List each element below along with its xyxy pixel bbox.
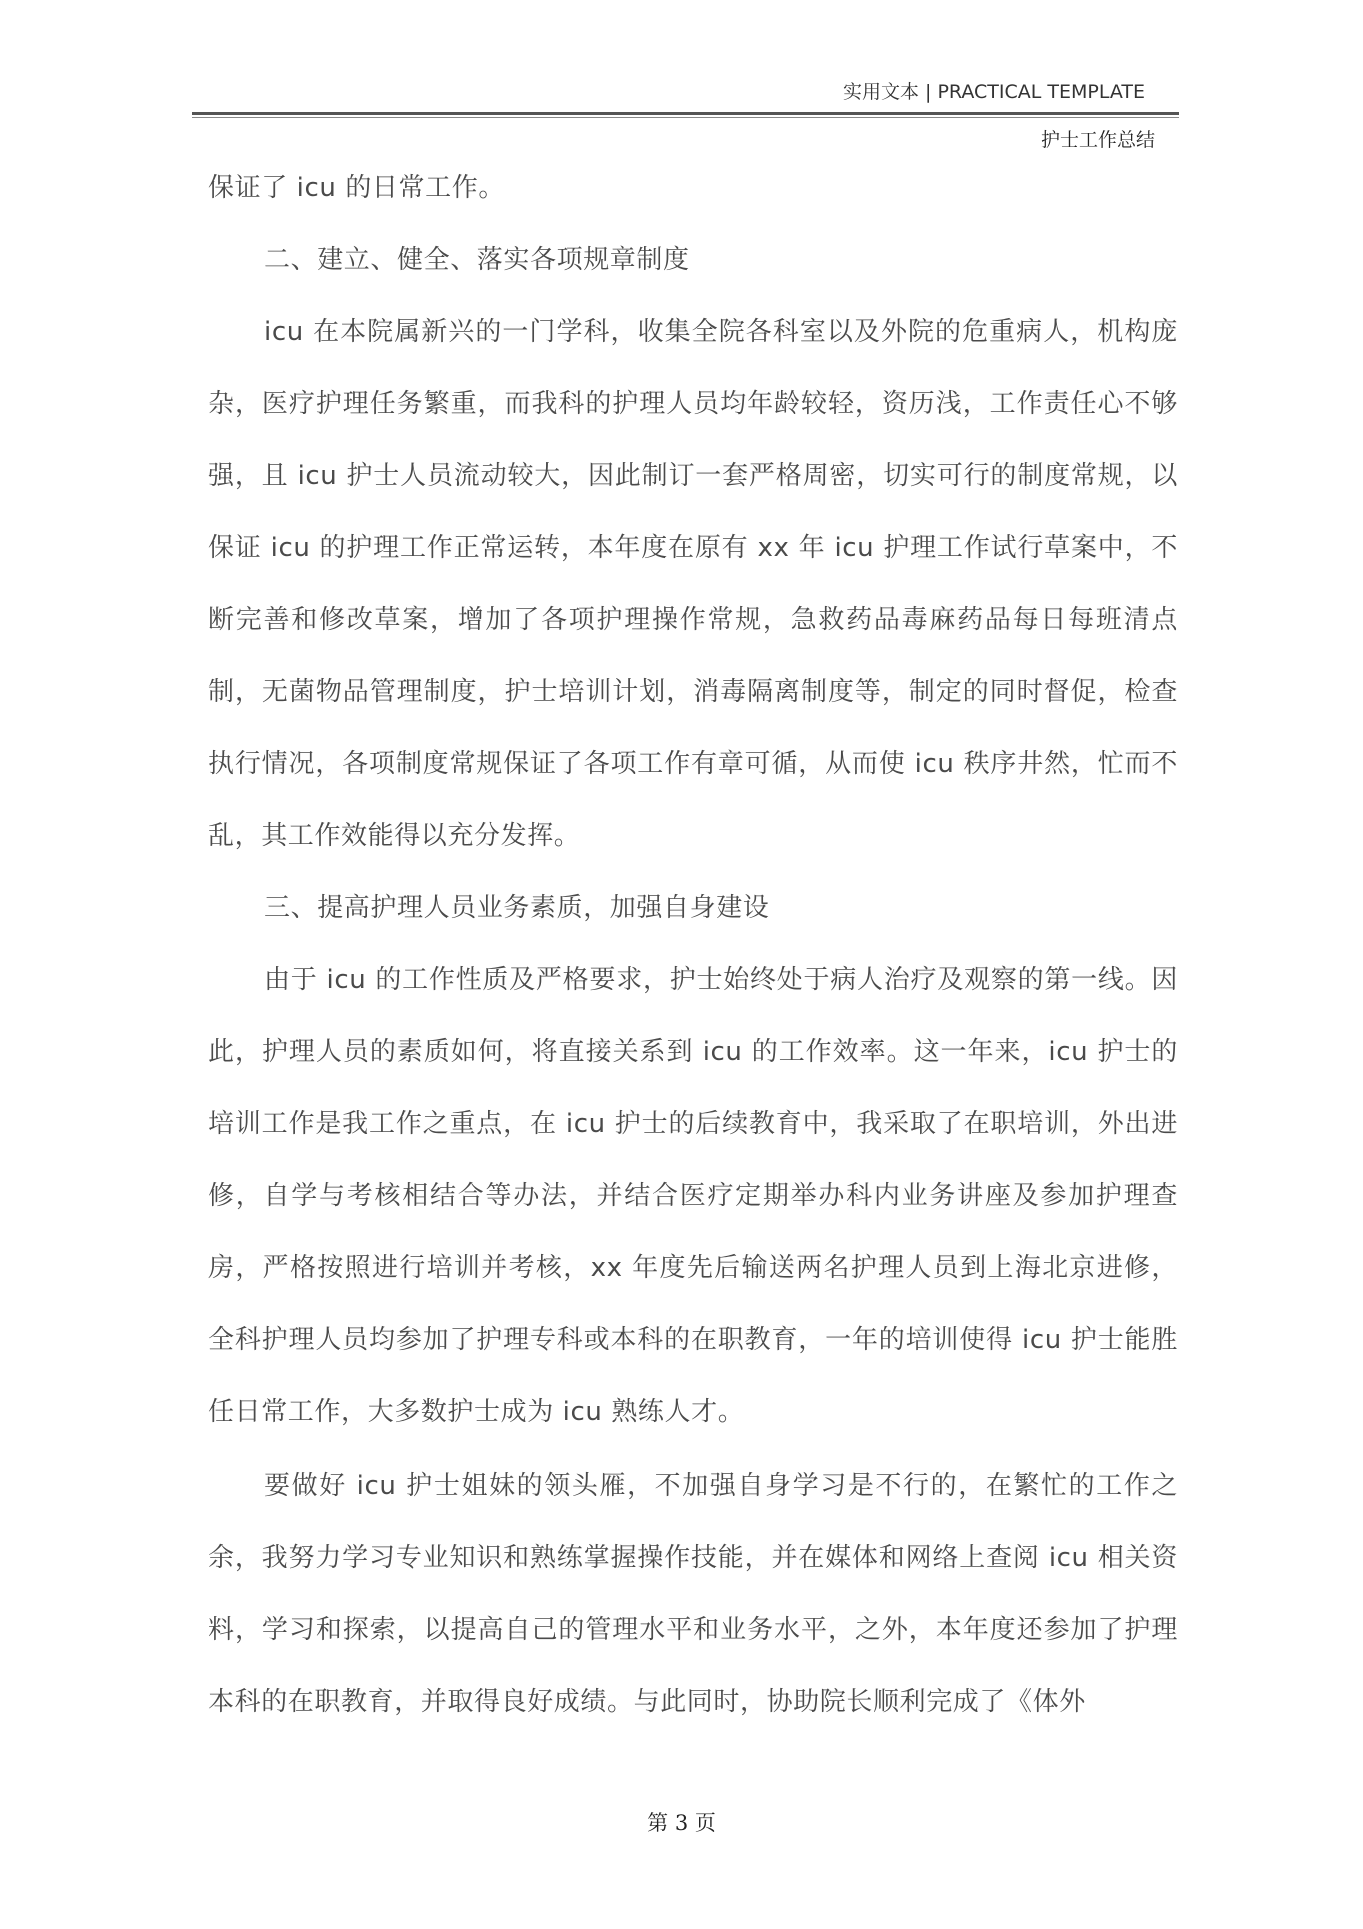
paragraph-6: 要做好 icu 护士姐妹的领头雁，不加强自身学习是不行的，在繁忙的工作之余，我努力学习专业知识和熟练掌握操作技能，并在媒体和网络上查阅 icu 相关资料，学习和探索，以提高自己的管理水平和业务水平，之外，本年度还参加了护理本科的在职教育，并取得良好成绩。与此同时，协助院长顺利完成了《体外 xyxy=(208,1471,1178,1717)
header-rule-thin xyxy=(192,117,1179,118)
paragraph-5: 由于 icu 的工作性质及严格要求，护士始终处于病人治疗及观察的第一线。因此，护理人员的素质如何，将直接关系到 icu 的工作效率。这一年来，icu 护士的培训工作是我工作之重点，在 icu 护士的后续教育中，我采取了在职培训，外出进修，自学与考核相结合等办法，并结合医疗定期举办科内业务讲座及参加护理查房，严格按照进行培训并考核，xx 年度先后输送两名护理人员到上海北京进修，全科护理人员均参加了护理专科或本科的在职教育，一年的培训使得 icu 护士能胜任日常工作，大多数护士成为 icu 熟练人才。 xyxy=(208,965,1178,1427)
paragraph-1: 保证了 icu 的日常工作。 xyxy=(208,173,505,203)
section-heading-2: 二、建立、健全、落实各项规章制度 xyxy=(264,245,690,275)
page-number: 第 3 页 xyxy=(647,1811,716,1835)
header-brand: 实用文本 | PRACTICAL TEMPLATE xyxy=(842,81,1145,103)
paragraph-3: icu 在本院属新兴的一门学科，收集全院各科室以及外院的危重病人，机构庞杂，医疗护理任务繁重，而我科的护理人员均年龄较轻，资历浅，工作责任心不够强，且 icu 护士人员流动较大，因此制订一套严格周密，切实可行的制度常规，以保证 icu 的护理工作正常运转，本年度在原有 xx 年 icu 护理工作试行草案中，不断完善和修改草案，增加了各项护理操作常规，急救药品毒麻药品每日每班清点制，无菌物品管理制度，护士培训计划，消毒隔离制度等，制定的同时督促，检查执行情况，各项制度常规保证了各项工作有章可循，从而使 icu 秩序井然，忙而不乱，其工作效能得以充分发挥。 xyxy=(208,317,1178,851)
page-header xyxy=(192,78,1179,152)
section-heading-3: 三、提高护理人员业务素质，加强自身建设 xyxy=(264,893,770,923)
header-doc-title: 护士工作总结 xyxy=(1040,129,1155,151)
header-rule-thick xyxy=(192,112,1179,115)
document-body xyxy=(208,152,1178,1738)
